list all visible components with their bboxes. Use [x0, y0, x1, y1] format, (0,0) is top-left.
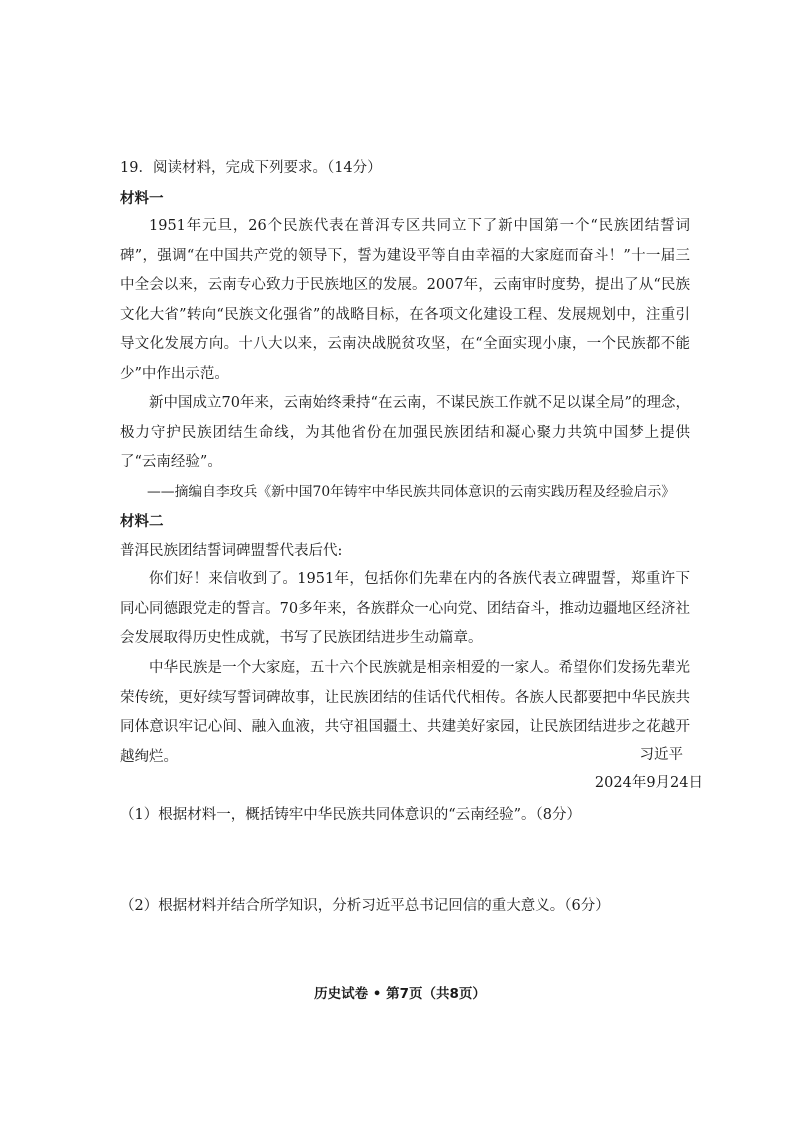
sub-question-2: （2）根据材料并结合所学知识，分析习近平总书记回信的重大意义。（6分）: [120, 898, 610, 914]
letter-paragraph1: 你们好！来信收到了。1951年，包括你们先辈在内的各族代表立碑盟誓，郑重许下同心同德跟党走的誓言。70多年来，各族群众一心向党、团结奋斗，推动边疆地区经济社会发展取得历史性成就，书写了民族团结进步生动篇章。: [120, 571, 690, 647]
question-header: 19．阅读材料，完成下列要求。（14分）: [120, 160, 382, 176]
letter-salutation: 普洱民族团结誓词碑盟誓代表后代:: [120, 543, 343, 559]
material1-title: 材料一: [120, 191, 164, 207]
page-footer: 历史试卷 • 第7页（共8页）: [314, 986, 486, 1002]
material1-paragraph2: 新中国成立70年来，云南始终秉持“在云南，不谋民族工作就不足以谋全局”的理念，极力守护民族团结生命线，为其他省份在加强民族团结和凝心聚力共筑中国梦上提供了“云南经验”。: [120, 395, 690, 471]
material1-source: ——摘编自李玫兵《新中国70年铸牢中华民族共同体意识的云南实践历程及经验启示》: [147, 484, 676, 500]
letter-paragraph2: 中华民族是一个大家庭，五十六个民族就是相亲相爱的一家人。希望你们发扬先辈光荣传统，更好续写誓词碑故事，让民族团结的佳话代代相传。各族人民都要把中华民族共同体意识牢记心间、融入血液，共守祖国疆土、共建美好家园，让民族团结进步之花越开越绚烂。: [120, 660, 690, 765]
material1-paragraph1: 1951年元旦，26个民族代表在普洱专区共同立下了新中国第一个“民族团结誓词碑”，强调“在中国共产党的领导下，誓为建设平等自由幸福的大家庭而奋斗！”十一届三中全会以来，云南专心致力于民族地区的发展。2007年，云南审时度势，提出了从“民族文化大省”转向“民族文化强省”的战略目标，在各项文化建设工程、发展规划中，注重引导文化发展方向。十八大以来，云南决战脱贫攻坚，在“全面实现小康，一个民族都不能少”中作出示范。: [120, 218, 690, 382]
letter-date: 2024年9月24日: [594, 775, 703, 791]
sub-question-1: （1）根据材料一，概括铸牢中华民族共同体意识的“云南经验”。（8分）: [120, 807, 582, 823]
material2-title: 材料二: [120, 514, 164, 530]
letter-signature: 习近平: [639, 747, 683, 763]
